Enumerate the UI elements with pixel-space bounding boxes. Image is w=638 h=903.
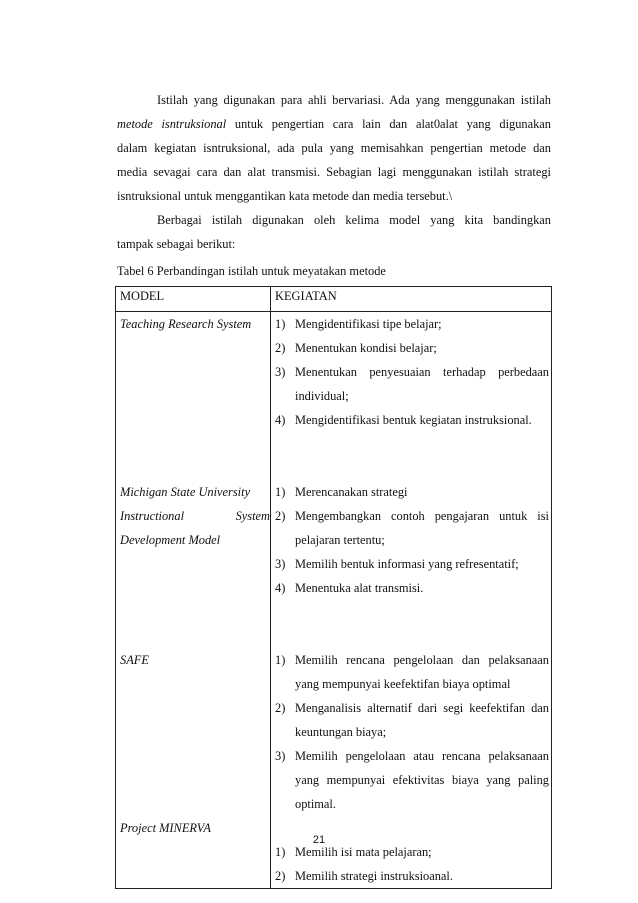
activity-group bbox=[275, 480, 549, 600]
activity-text bbox=[295, 336, 549, 360]
activity-group bbox=[275, 648, 549, 816]
activity-line: Memilih pengelolaan atau rencana pelaksanaan bbox=[295, 749, 549, 763]
kegiatan-column bbox=[271, 312, 552, 889]
activity-text bbox=[295, 480, 549, 504]
model-name bbox=[120, 312, 270, 480]
paragraph-2 bbox=[117, 208, 551, 256]
model-line: SAFE bbox=[120, 653, 149, 667]
activity-text bbox=[295, 648, 549, 696]
activity-number: 2) bbox=[275, 341, 286, 355]
activity-number: 3) bbox=[275, 365, 286, 379]
activity-text bbox=[295, 552, 549, 576]
activity-line: yang mempunyai efektivitas biaya yang paling bbox=[295, 773, 549, 787]
paragraph-line: isntruksional untuk menggantikan kata metode dan media tersebut.\ bbox=[117, 189, 453, 203]
group-spacer bbox=[275, 600, 549, 648]
paragraph-1 bbox=[117, 88, 551, 208]
model-line: Michigan State University bbox=[120, 485, 251, 499]
activity-item bbox=[275, 360, 549, 408]
activity-line: Menentukan kondisi belajar; bbox=[295, 341, 437, 355]
activity-text bbox=[295, 360, 549, 408]
table-header-row bbox=[116, 287, 552, 312]
activity-number: 1) bbox=[275, 653, 286, 667]
header-kegiatan: KEGIATAN bbox=[271, 287, 552, 312]
activity-line: Menganalisis alternatif dari segi keefektifan dan bbox=[295, 701, 549, 715]
model-line: Teaching Research System bbox=[120, 317, 252, 331]
paragraph-line: media sevagai cara dan alat transmisi. Sebagian lagi menggunakan istilah strategi bbox=[117, 165, 551, 179]
activity-group bbox=[275, 312, 549, 432]
activity-line: Menentukan penyesuaian terhadap perbedaan bbox=[295, 365, 549, 379]
group-spacer bbox=[275, 432, 549, 480]
activity-item bbox=[275, 504, 549, 552]
paragraph-line-rest: untuk pengertian cara lain dan alat0alat yang digunakan bbox=[226, 117, 551, 131]
paragraph-line: Berbagai istilah digunakan oleh kelima model yang kita bandingkan bbox=[157, 213, 551, 227]
activity-number: 4) bbox=[275, 581, 286, 595]
activity-line: Mengembangkan contoh pengajaran untuk isi bbox=[295, 509, 549, 523]
activity-item bbox=[275, 312, 549, 336]
paragraph-line-with-italic bbox=[117, 112, 551, 136]
table-row bbox=[116, 312, 552, 889]
activity-item bbox=[275, 696, 549, 744]
activity-text bbox=[295, 408, 549, 432]
model-line: Instructional System bbox=[120, 509, 270, 523]
activity-item bbox=[275, 864, 549, 888]
model-name bbox=[120, 480, 270, 648]
model-name bbox=[120, 816, 270, 888]
activity-number: 2) bbox=[275, 701, 286, 715]
activity-item bbox=[275, 408, 549, 432]
activity-group bbox=[275, 840, 549, 888]
activity-line: optimal. bbox=[295, 797, 336, 811]
activity-line: Memilih strategi instruksioanal. bbox=[295, 869, 453, 883]
activity-item bbox=[275, 648, 549, 696]
activity-text bbox=[295, 312, 549, 336]
activity-number: 1) bbox=[275, 317, 286, 331]
activity-text bbox=[295, 696, 549, 744]
activity-number: 2) bbox=[275, 509, 286, 523]
activity-text bbox=[295, 744, 549, 816]
activity-item bbox=[275, 336, 549, 360]
activity-number: 3) bbox=[275, 749, 286, 763]
table-caption: Tabel 6 Perbandingan istilah untuk meyatakan metode bbox=[117, 264, 386, 278]
activity-line: keuntungan biaya; bbox=[295, 725, 387, 739]
model-column bbox=[116, 312, 271, 889]
activity-line: individual; bbox=[295, 389, 349, 403]
paragraph-line: dalam kegiatan isntruksional, ada pula yang memisahkan pengertian metode dan bbox=[117, 141, 551, 155]
comparison-table bbox=[115, 286, 552, 889]
paragraph-line: tampak sebagai berikut: bbox=[117, 237, 236, 251]
activity-line: Mengidentifikasi tipe belajar; bbox=[295, 317, 442, 331]
model-line: Development Model bbox=[120, 533, 221, 547]
activity-number: 1) bbox=[275, 485, 286, 499]
activity-number: 2) bbox=[275, 869, 286, 883]
italic-term: metode isntruksional bbox=[117, 117, 227, 131]
activity-item bbox=[275, 744, 549, 816]
model-name bbox=[120, 648, 270, 840]
header-model: MODEL bbox=[116, 287, 271, 312]
activity-line: pelajaran tertentu; bbox=[295, 533, 385, 547]
activity-line: yang mempunyai keefektifan biaya optimal bbox=[295, 677, 511, 691]
activity-text bbox=[295, 864, 549, 888]
activity-item bbox=[275, 576, 549, 600]
activity-line: Memilih bentuk informasi yang refresentatif; bbox=[295, 557, 519, 571]
page-number: 21 bbox=[312, 834, 326, 846]
activity-text bbox=[295, 576, 549, 600]
activity-item bbox=[275, 552, 549, 576]
activity-text bbox=[295, 504, 549, 552]
activity-line: Menentuka alat transmisi. bbox=[295, 581, 424, 595]
activity-line: Memilih isi mata pelajaran; bbox=[295, 845, 432, 859]
activity-number: 3) bbox=[275, 557, 286, 571]
activity-item bbox=[275, 480, 549, 504]
paragraph-line: Istilah yang digunakan para ahli bervariasi. Ada yang menggunakan istilah bbox=[157, 93, 551, 107]
activity-line: Merencanakan strategi bbox=[295, 485, 408, 499]
model-line: Project MINERVA bbox=[120, 821, 211, 835]
activity-line: Memilih rencana pengelolaan dan pelaksanaan bbox=[295, 653, 549, 667]
activity-number: 4) bbox=[275, 413, 286, 427]
activity-number: 1) bbox=[275, 845, 286, 859]
activity-line: Mengidentifikasi bentuk kegiatan instruksional. bbox=[295, 413, 532, 427]
